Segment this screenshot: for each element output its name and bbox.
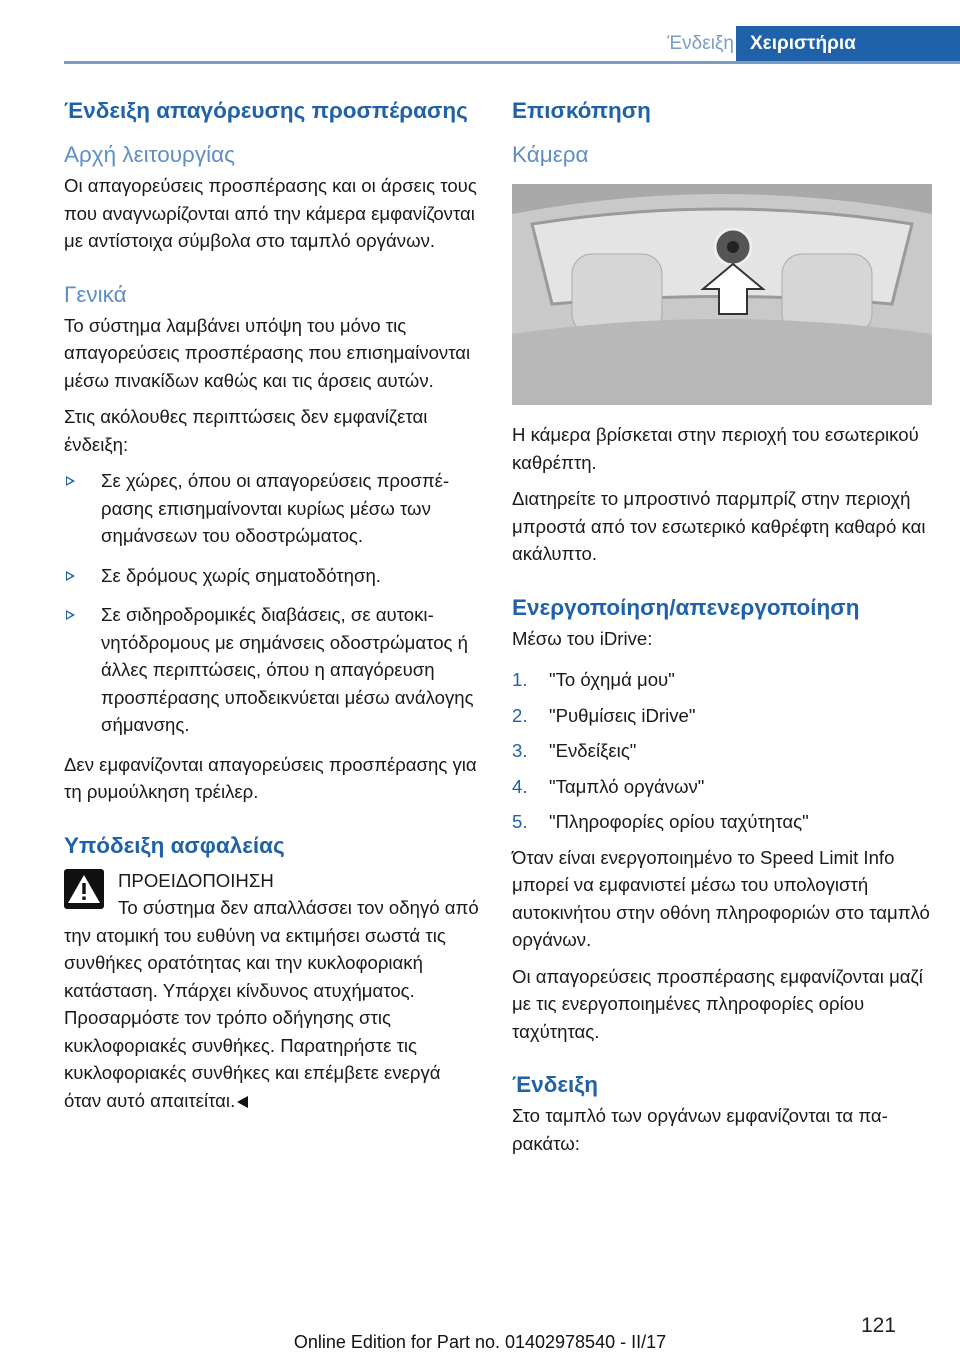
principle-heading: Αρχή λειτουργίας (64, 142, 235, 167)
list-item: 3. "Ενδείξεις" (512, 740, 637, 761)
list-item: 2. "Ρυθμίσεις iDrive" (512, 704, 696, 726)
display-heading: Ένδειξη (512, 1072, 599, 1097)
camera-location-photo (512, 184, 932, 405)
cases-list (64, 467, 482, 739)
activation-heading: Ενεργοποίηση/απενεργοποίηση (512, 594, 860, 620)
warning-box (64, 867, 482, 895)
display-text: Στο ταμπλό των οργάνων εμφανίζονται τα παρακάτω: (512, 1105, 888, 1154)
list-item: Σε σιδηροδρομικές διαβάσεις, σε αυτοκινητόδρομους με σημάνσεις οδοστρώματος ή άλλες περιπτώσεις, όπου η απαγόρευση προσπέρασης υποδεικνύεται μέσω ανάλογης σήμανσης. (64, 601, 482, 739)
enabled-text: Όταν είναι ενεργοποιημένο το Speed Limit Info μπορεί να εμφανιστεί μέσω του υπολογιστή αυτοκινήτου στην οθόνη πληροφοριών στο ταμπλό οργάνων. (512, 846, 930, 950)
right-column (512, 96, 932, 1166)
list-item: Σε δρόμους χωρίς σηματοδότηση. (64, 562, 482, 590)
steps-list (512, 666, 932, 836)
triangle-bullet-icon (66, 571, 75, 581)
triangle-bullet-icon (66, 476, 75, 486)
end-mark-icon (237, 1096, 248, 1108)
list-item: 4. "Ταμπλό οργάνων" (512, 775, 705, 797)
triangle-bullet-icon (66, 610, 75, 620)
header-rule (64, 61, 960, 64)
safety-heading: Υπόδειξη ασφαλείας (64, 832, 285, 858)
general-text: Το σύστημα λαμβάνει υπόψη του μόνο τις απαγορεύσεις προσπέρασης που επισημαίνονται μέσω πινακίδων καθώς και τις άρσεις αυτών. (64, 314, 471, 391)
warning-triangle-icon (64, 869, 104, 909)
via-text: Μέσω του iDrive: (512, 627, 653, 649)
list-item: 1. "Το όχημά μου" (512, 669, 675, 690)
left-column (64, 96, 482, 1123)
header-section: Ένδειξη (667, 33, 734, 54)
page-title: Ένδειξη απαγόρευσης προσπέρασης (64, 98, 468, 123)
cases-intro: Στις ακόλουθες περιπτώσεις δεν εμφανίζεται ένδειξη: (64, 406, 428, 455)
list-item: Σε χώρες, όπου οι απαγορεύσεις προσπέρασης επισημαίνονται κυρίως μέσω των σημάνσεων του οδοστρώματος. (64, 467, 482, 550)
camera-heading: Κάμερα (512, 142, 589, 167)
list-item: 5. "Πληροφορίες ορίου ταχύτητας" (512, 811, 809, 832)
overview-heading: Επισκόπηση (512, 98, 651, 123)
page-number: 121 (860, 1314, 896, 1337)
header-chapter-tab[interactable]: Χειριστήρια (736, 26, 960, 62)
windshield-text: Διατηρείτε το μπροστινό παρμπρίζ στην περιοχή μπροστά από τον εσωτερικό καθρέφτη καθαρό και ακάλυπτο. (512, 488, 926, 564)
shown-text: Οι απαγορεύσεις προσπέρασης εμφανίζονται μαζί με τις ενεργοποιημένες πληροφορίες ορίου ταχύτητας. (512, 965, 923, 1042)
general-heading: Γενικά (64, 281, 127, 307)
warning-text: Το σύστημα δεν απαλλάσσει τον οδηγό από την ατομική του ευθύνη να εκτιμήσει σωστά τις συνθήκες ορατότητας και την κυκλοφοριακή κατάσταση. Υπάρχει κίνδυνος ατυχήματος. Προσαρμόστε τον τρόπο οδήγησης στις κυκλοφοριακές συνθήκες. Παρατηρήστε τις κυκλοφοριακές συνθήκες και επέμβετε ενεργά όταν αυτό απαιτείται. (64, 897, 479, 1111)
trailer-text: Δεν εμφανίζονται απαγορεύσεις προσπέρασης για τη ρυμούλκηση τρέιλερ. (64, 753, 477, 802)
warning-label: ΠΡΟΕΙΔΟΠΟΙΗΣΗ (118, 869, 274, 891)
footer-edition: Online Edition for Part no. 01402978540 - II/17 (293, 1332, 667, 1352)
principle-text: Οι απαγορεύσεις προσπέρασης και οι άρσεις τους που αναγνωρίζονται από την κάμερα εμφανίζονται με αντίστοιχα σύμβολα στο ταμπλό οργάνων. (64, 175, 477, 251)
camera-text: Η κάμερα βρίσκεται στην περιοχή του εσωτερικού καθρέπτη. (512, 424, 919, 473)
